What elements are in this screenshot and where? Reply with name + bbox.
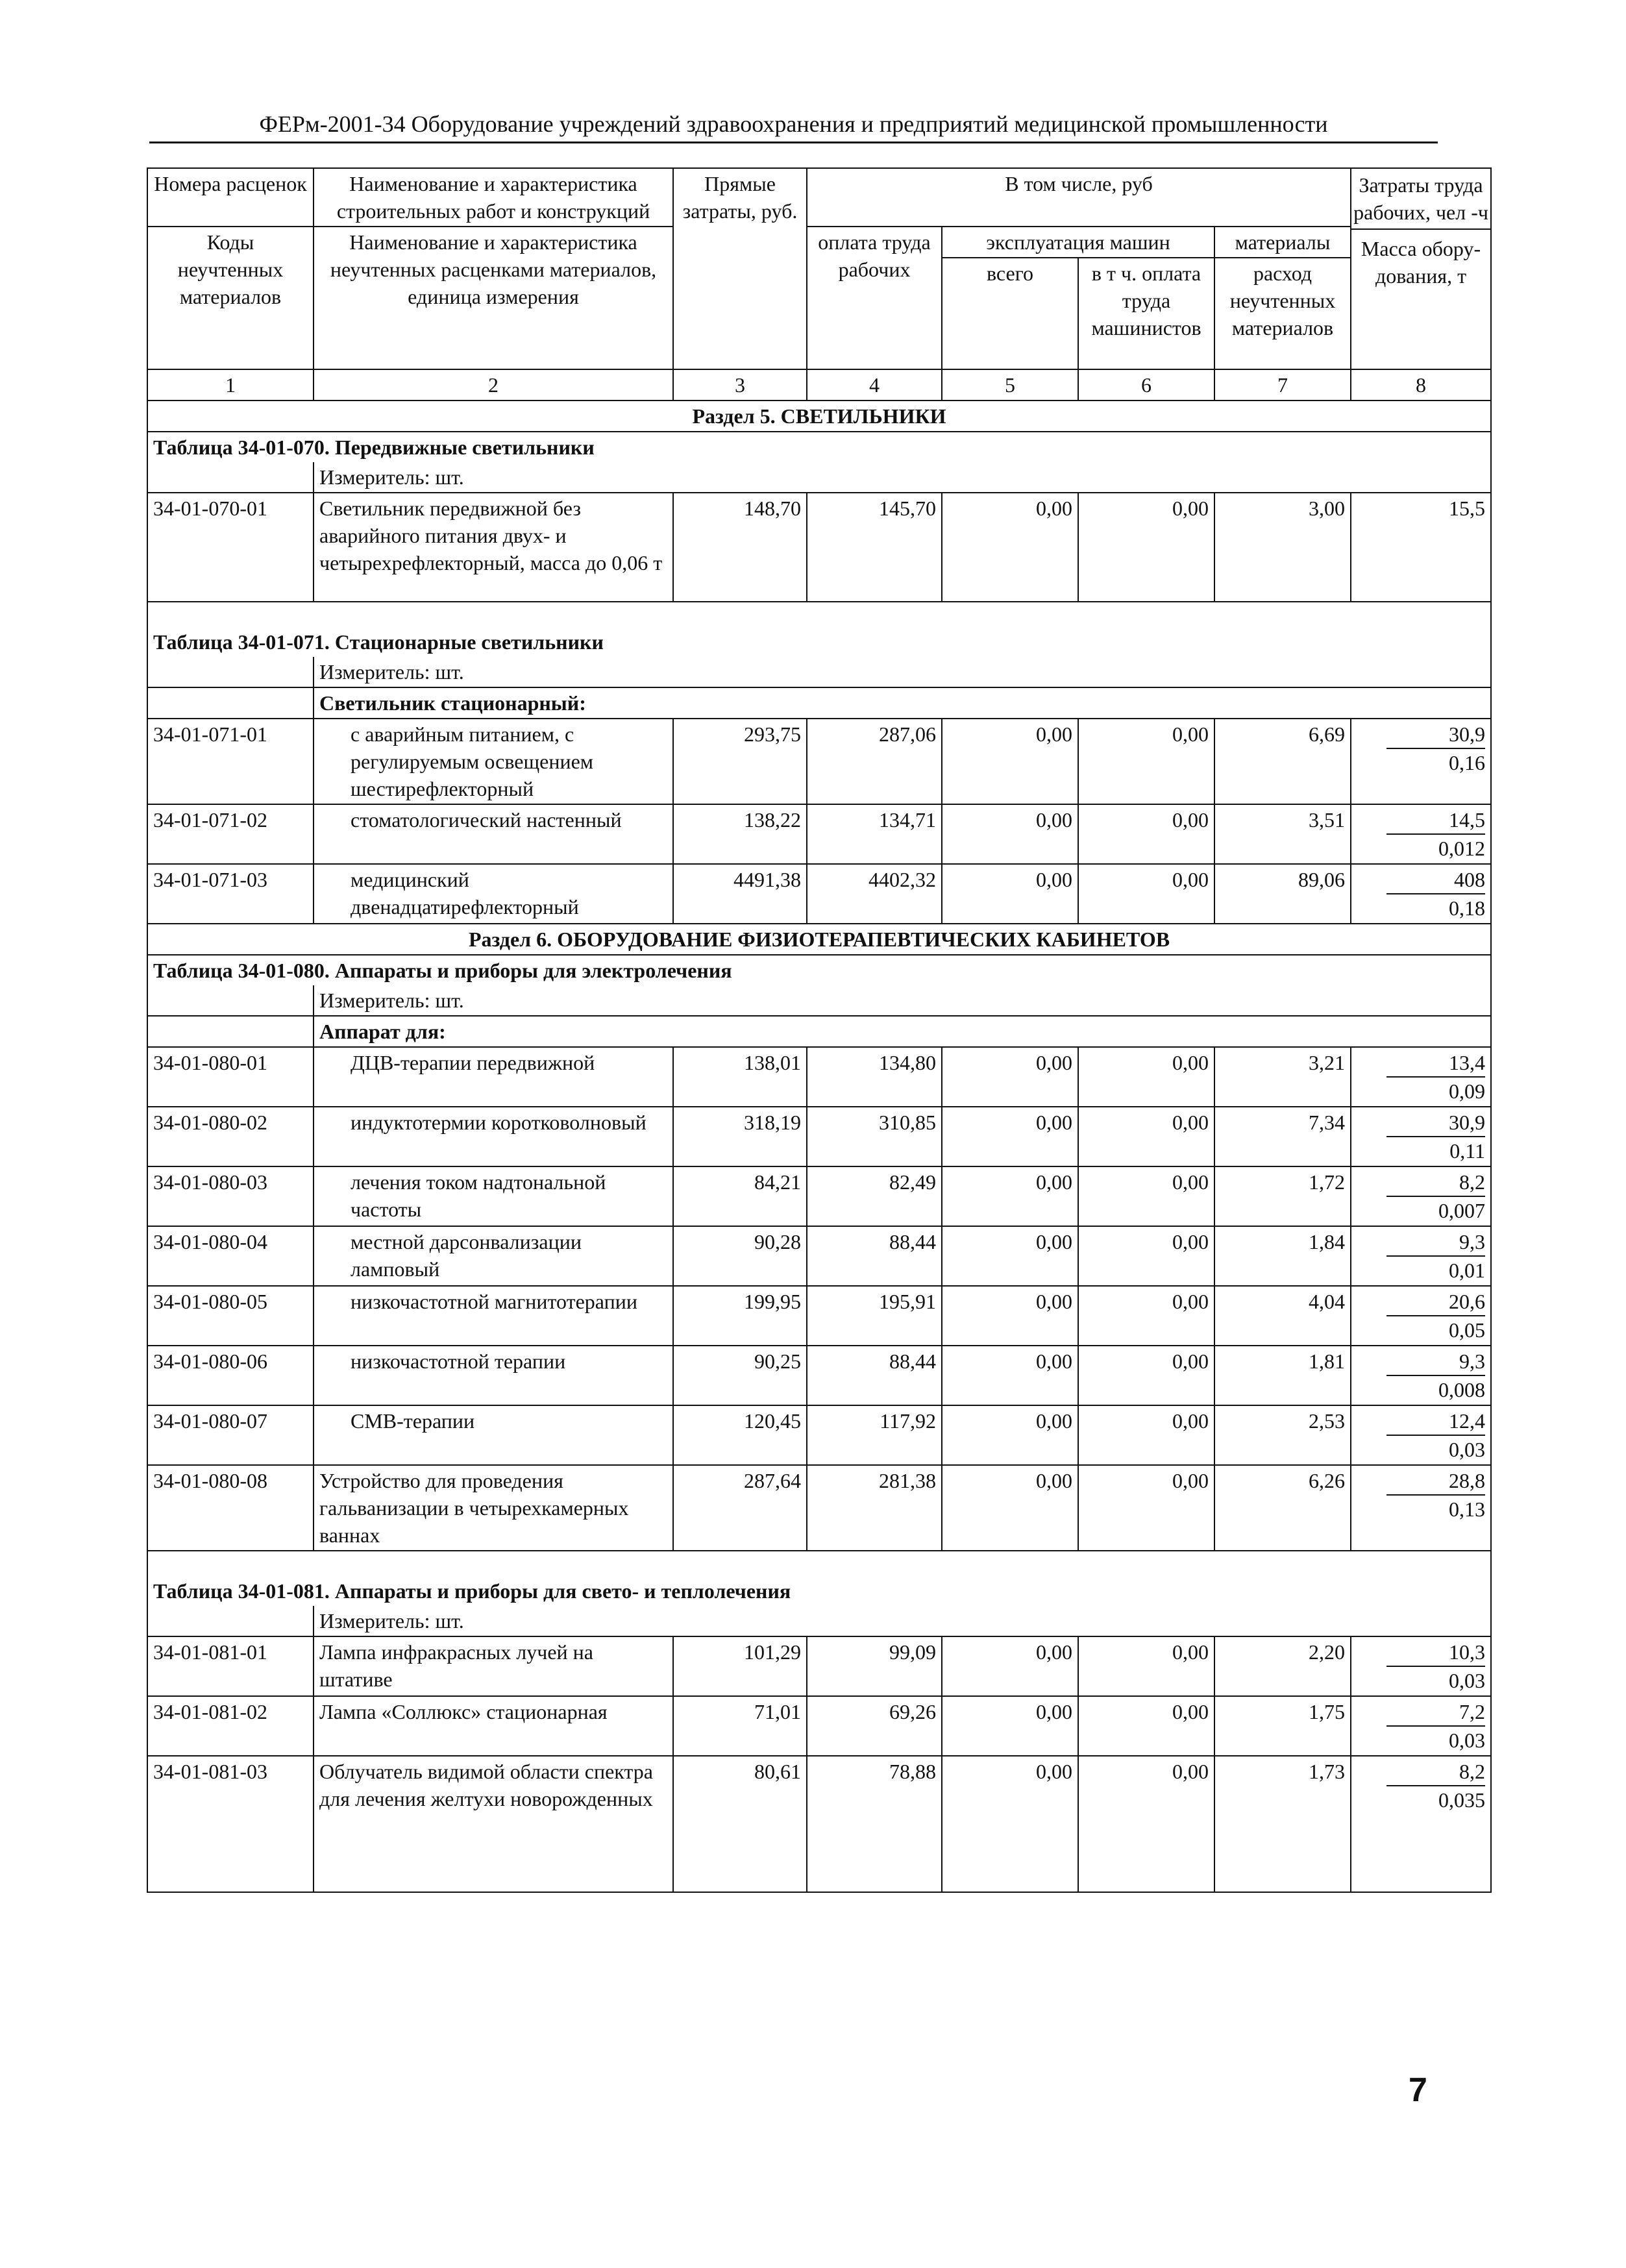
table-row: 34-01-080-05 низкочастотной магнитотерапии 199,95 195,91 0,00 0,00 4,04 20,6 0,05 (147, 1286, 1491, 1346)
table-row: 34-01-071-03 медицинский двенадцатирефлекторный 4491,38 4402,32 0,00 0,00 89,06 408 0,18 (147, 864, 1491, 924)
rates-table (147, 167, 1492, 1893)
table-title: Таблица 34-01-081. Аппараты и приборы для свето- и теплолечения (147, 1551, 1491, 1606)
col-number: 5 (942, 369, 1078, 401)
table-row: 34-01-080-07 СМВ-терапии 120,45 117,92 0,00 0,00 2,53 12,4 0,03 (147, 1405, 1491, 1465)
hdr-materials-sub: расход неучтенных материалов (1214, 258, 1351, 369)
hdr-labor-pay: оплата труда рабочих (807, 227, 942, 369)
table-row: 34-01-080-01 ДЦВ-терапии передвижной 138,01 134,80 0,00 0,00 3,21 13,4 0,09 (147, 1047, 1491, 1107)
table-row: 34-01-071-02 стоматологический настенный 138,22 134,71 0,00 0,00 3,51 14,5 0,012 (147, 804, 1491, 864)
col-number: 4 (807, 369, 942, 401)
measure-label: Измеритель: шт. (314, 1606, 1491, 1636)
table-row: 34-01-080-06 низкочастотной терапии 90,25 88,44 0,00 0,00 1,81 9,3 0,008 (147, 1346, 1491, 1405)
hdr-labor-hours: Затраты труда рабочих, чел -ч (1351, 169, 1490, 230)
hdr-name-bottom: Наименование и характеристика неучтенных расценками материалов, единица измерения (314, 227, 673, 369)
table-row: 34-01-081-02 Лампа «Соллюкс» стационарная 71,01 69,26 0,00 0,00 1,75 7,2 0,03 (147, 1696, 1491, 1756)
table-row: 34-01-080-04 местной дарсонвализации ламповый 90,28 88,44 0,00 0,00 1,84 9,3 0,01 (147, 1226, 1491, 1286)
hdr-mass: Масса обору-дования, т (1361, 237, 1481, 288)
table-row: 34-01-080-03 лечения током надтональной частоты 84,21 82,49 0,00 0,00 1,72 8,2 0,007 (147, 1166, 1491, 1226)
table-title: Таблица 34-01-070. Передвижные светильники (147, 432, 1491, 462)
section-6 (147, 924, 1491, 1892)
table-title: Таблица 34-01-071. Стационарные светильники (147, 602, 1491, 657)
group-subhead: Аппарат для: (314, 1016, 1491, 1047)
col-number: 1 (147, 369, 314, 401)
hdr-codes-bottom: Коды неучтенных материалов (147, 227, 314, 369)
measure-label: Измеритель: шт. (314, 985, 1491, 1016)
hdr-machines: эксплуатация машин (942, 227, 1214, 258)
measure-label: Измеритель: шт. (314, 657, 1491, 687)
section-title: Раздел 5. СВЕТИЛЬНИКИ (147, 401, 1491, 432)
col-number: 2 (314, 369, 673, 401)
table-row: 34-01-070-01 Светильник передвижной без аварийного питания двух- и четырехрефлекторный, масса до 0,06 т 148,70 145,70 0,00 0,00 3,00 15,5 (147, 493, 1491, 602)
hdr-name-top: Наименование и характеристика строительных работ и конструкций (314, 168, 673, 227)
table-row: 34-01-080-08 Устройство для проведения гальванизации в четырехкамерных ваннах 287,64 281,38 0,00 0,00 6,26 28,8 0,13 (147, 1465, 1491, 1551)
table-row: 34-01-080-02 индуктотермии коротковолновый 318,19 310,85 0,00 0,00 7,34 30,9 0,11 (147, 1107, 1491, 1166)
hdr-machines-labor: в т ч. оплата труда машинистов (1078, 258, 1214, 369)
table-row: 34-01-081-01 Лампа инфракрасных лучей на штативе 101,29 99,09 0,00 0,00 2,20 10,3 0,03 (147, 1636, 1491, 1696)
col-number: 8 (1351, 369, 1491, 401)
page-number: 7 (1409, 2071, 1427, 2109)
hdr-materials: материалы (1214, 227, 1351, 258)
section-title: Раздел 6. ОБОРУДОВАНИЕ ФИЗИОТЕРАПЕВТИЧЕСКИХ КАБИНЕТОВ (147, 924, 1491, 955)
table-row: 34-01-071-01 с аварийным питанием, с регулируемым освещением шестирефлекторный 293,75 287,06 0,00 0,00 6,69 30,9 0,16 (147, 719, 1491, 804)
section-5 (147, 401, 1491, 924)
measure-label: Измеритель: шт. (314, 462, 1491, 493)
hdr-codes-top: Номера расценок (147, 168, 314, 227)
table-header (147, 168, 1491, 401)
hdr-direct: Прямые затраты, руб. (673, 168, 807, 369)
table-row: 34-01-081-03 Облучатель видимой области спектра для лечения желтухи новорожденных 80,61 78,88 0,00 0,00 1,73 8,2 0,035 (147, 1756, 1491, 1892)
hdr-machines-total: всего (942, 258, 1078, 369)
group-subhead: Светильник стационарный: (314, 687, 1491, 719)
col-number: 7 (1214, 369, 1351, 401)
col-number: 6 (1078, 369, 1214, 401)
running-header: ФЕРм-2001-34 Оборудование учреждений здравоохранения и предприятий медицинской промышленности (149, 110, 1438, 143)
hdr-including: В том числе, руб (807, 168, 1351, 227)
col-number: 3 (673, 369, 807, 401)
table-title: Таблица 34-01-080. Аппараты и приборы для электролечения (147, 955, 1491, 985)
